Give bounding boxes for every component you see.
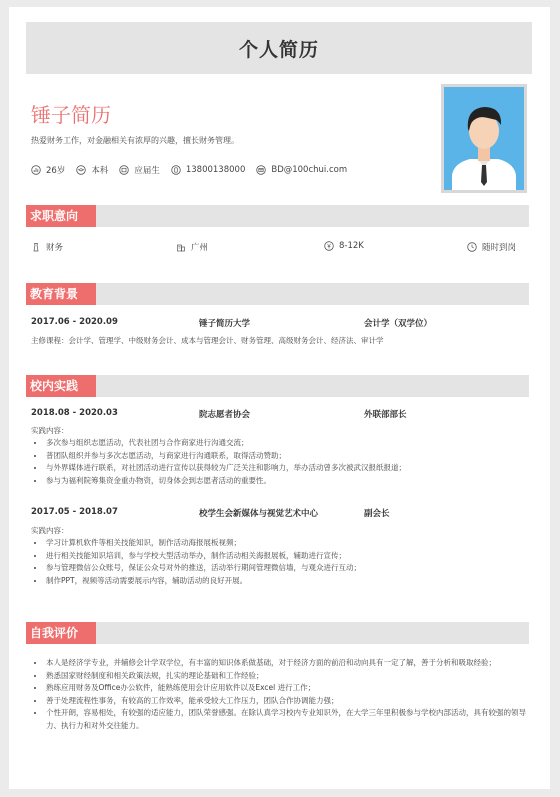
phone-icon [171, 165, 181, 175]
campus-entry-2-role: 副会长 [364, 509, 390, 519]
section-title-education: 教育背景 [26, 283, 96, 305]
intro-text: 热爱财务工作，对金融相关有浓厚的兴趣，擅长财务管理。 [31, 136, 239, 145]
education-major: 会计学（双学位） [364, 319, 433, 329]
city-icon [176, 242, 186, 252]
job-position [31, 241, 63, 253]
section-job [26, 205, 529, 227]
email-value[interactable]: BD@100chui.com [271, 165, 348, 175]
list-item: • 本人是经济学专业，并辅修会计学双学位，有丰富的知识体系做基础，对于经济方面的前沿和动向具有一定了解，善于分析和吸取经验； [45, 657, 533, 670]
self-eval-list [31, 657, 533, 732]
list-item: • 多次参与组织志愿活动，代表社团与合作商家进行沟通交流； [45, 437, 533, 450]
job-salary [324, 241, 364, 251]
campus-entry-1-role: 外联部部长 [364, 410, 407, 420]
education-value: 本科 [91, 166, 109, 176]
list-item: • 熟悉国家财经制度和相关政策法规，扎实的理论基础和工作经验； [45, 670, 533, 683]
status-icon [119, 165, 129, 175]
header-band [26, 22, 532, 74]
list-item: • 制作PPT，视频等活动需要展示内容，辅助活动的良好开展。 [45, 575, 533, 588]
age-value: 26岁 [46, 166, 66, 176]
avatar-photo [441, 84, 527, 193]
info-education [76, 164, 108, 176]
availability-value: 随时到岗 [482, 243, 517, 253]
salary-value: 8-12K [339, 241, 364, 251]
list-item: • 普团队组织并参与多次志愿活动，与商家进行沟通联系，取得活动赞助； [45, 450, 533, 463]
job-availability [467, 241, 516, 253]
list-item: • 参与为福利院筹集资金重办物资，切身体会到志愿者活动的重要性。 [45, 475, 533, 488]
campus-entry-1-label: 实践内容： [31, 426, 69, 435]
resume-page [9, 7, 550, 789]
email-icon [256, 165, 266, 175]
age-icon [31, 165, 41, 175]
campus-entry-1-period: 2018.08 - 2020.03 [31, 408, 118, 418]
section-education [26, 283, 529, 305]
list-item: • 学习计算机软件等相关技能知识，制作活动海报展板视频； [45, 537, 533, 550]
info-status [119, 164, 160, 176]
education-period: 2017.06 - 2020.09 [31, 317, 118, 327]
section-title-campus: 校内实践 [26, 375, 96, 397]
campus-entry-2-label: 实践内容： [31, 526, 69, 535]
section-title-job: 求职意向 [26, 205, 96, 227]
status-value: 应届生 [134, 166, 160, 176]
list-item: • 个性开朗，容易相处，有较强的适应能力，团队荣誉感强。在除认真学习校内专业知识外，在大学三年里积极参与学校内部活动，具有较强的领导力、执行力和对外交往能力。 [45, 707, 533, 732]
list-item: • 与外界媒体进行联系，对社团活动进行宣传以获得较为广泛关注和影响力，举办活动曾多次被武汉报纸报道； [45, 462, 533, 475]
clock-icon [467, 242, 477, 252]
city-value: 广州 [191, 243, 209, 253]
list-item: • 熟练应用财务及Office办公软件，能熟练使用会计应用软件以及Excel 进行工作； [45, 682, 533, 695]
education-icon [76, 165, 86, 175]
page-title: 个人简历 [238, 38, 319, 61]
salary-icon [324, 241, 334, 251]
position-value: 财务 [46, 243, 64, 253]
campus-entry-2-org: 校学生会新媒体与视觉艺术中心 [199, 509, 319, 519]
campus-entry-2-list [31, 537, 533, 587]
info-phone [171, 165, 246, 175]
education-school: 锤子简历大学 [199, 319, 251, 329]
campus-entry-1-list [31, 437, 533, 487]
section-title-self: 自我评价 [26, 622, 96, 644]
section-campus [26, 375, 529, 397]
campus-entry-1-org: 院志愿者协会 [199, 410, 251, 420]
job-city [176, 241, 208, 253]
list-item: • 善于处理流程性事务，有较高的工作效率，能承受较大工作压力，团队合作协调能力强； [45, 695, 533, 708]
list-item: • 参与管理微信公众账号，保证公众号对外的推送，活动举行期间管理微信墙，与观众进行互动； [45, 562, 533, 575]
info-age [31, 164, 65, 176]
applicant-name: 锤子简历 [31, 103, 111, 127]
list-item: • 进行相关技能知识培训，参与学校大型活动举办，制作活动相关海报展板，辅助进行宣传； [45, 550, 533, 563]
personal-info-row [31, 164, 358, 176]
info-email [256, 165, 347, 175]
education-courses: 主修课程：会计学、管理学、中级财务会计、成本与管理会计、财务管理、高级财务会计、经济法、审计学 [31, 336, 384, 345]
campus-entry-2-period: 2017.05 - 2018.07 [31, 507, 118, 517]
phone-value[interactable]: 13800138000 [185, 165, 246, 175]
position-icon [31, 242, 41, 252]
section-self [26, 622, 529, 644]
